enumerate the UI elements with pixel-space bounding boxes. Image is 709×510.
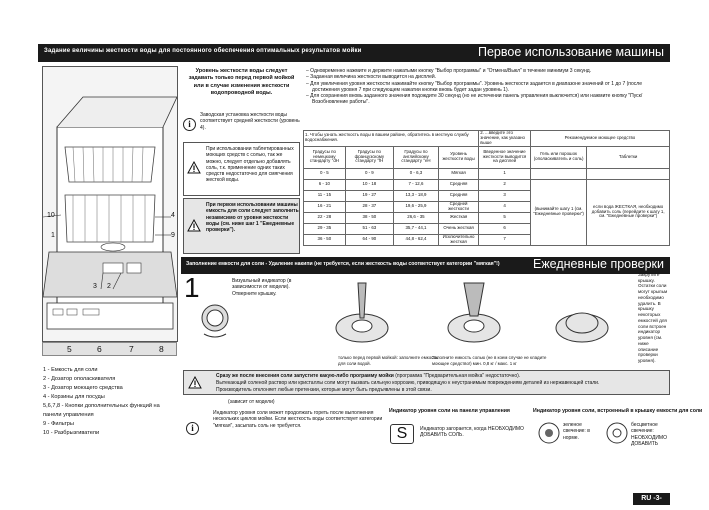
callout-1: 1 (51, 232, 55, 239)
col-header-dh: Градусы по немецкому стандарту °dH (304, 146, 346, 168)
step-1-text: Визуальный индикатор (в зависимости от модели). Отверните крышку. (232, 278, 292, 297)
callout-10: 10 (47, 212, 55, 219)
table-row: 16 - 21 28 - 37 19,6 - 25,9 Средней жесткости 4 (304, 201, 670, 212)
salt-info-note (183, 408, 388, 452)
setting-steps (306, 68, 668, 106)
salt-fill-photos (298, 278, 634, 358)
step-number: 1 (184, 272, 200, 303)
warning-box-first-use (183, 198, 300, 254)
notice-line-2: Вытекающий соленой раствор или кристаллы соли могут вызвать сильную коррозию, приводящую к неустранимым повреждениям деталей из нержавеющей стали. (216, 380, 600, 386)
salt-cap-illustration (200, 300, 230, 340)
cap-indicator-heading: Индикатор уровня соли, встроенный в крышку емкости для соли (533, 408, 703, 414)
function-buttons-bar (42, 342, 177, 356)
warning-icon (187, 219, 201, 232)
header-left-text: Задание величины жесткости воды для постоянного обеспечения оптимальных результатов мойки (44, 48, 362, 54)
panel-indicator-heading: Индикатор уровня соли на панели управления (389, 408, 510, 414)
notice-line-1: Сразу же после внесения соли запустите какую-либо программу мойки (программа "Предварительная мойка" недостаточно). (216, 373, 521, 379)
col-header-level: Уровень жесткости воды (438, 146, 478, 168)
warning-tablets-text: При использовании таблетированных моющих средств с солью, так же можно, следует отдельно добавлять соль, т.к. применение одних таких средств недостаточно для смягчения жесткой воды. (206, 146, 294, 184)
step-item: – Одновременно нажмите и держите нажатыми кнопку "Выбор программы" и "Отмена/Выкл" в течение минимум 3 секунд. (306, 68, 592, 74)
button-number-5: 5 (67, 344, 72, 354)
notice-run-program (183, 370, 670, 395)
button-number-8: 8 (159, 344, 164, 354)
gel-note: (вынимайте шагу 1 (см. "Ежедневные проверки") (530, 179, 586, 245)
panel-indicator-box (390, 420, 530, 450)
intro-text: Уровень жесткости воды следует задавать только перед первой мойкой или в случае изменения жесткости водопроводной воды. (188, 68, 295, 97)
col-header-fh: Градусы по французскому стандарту °fH (345, 146, 393, 168)
legend-item: 2 - Дозатор ополаскивателя (43, 376, 116, 382)
warning-icon (187, 161, 201, 174)
step-item: – Заданная величина жесткости выводится на дисплей. (306, 74, 437, 81)
model-note: (зависит от модели) (228, 399, 275, 405)
green-indicator-text: зеленое свечение: в норме. (563, 422, 590, 441)
callout-3: 3 (93, 283, 97, 290)
salt-cap-icon (200, 300, 230, 340)
table-row: 0 - 5 0 - 9 0 - 6,3 Мягкая 1 (304, 168, 670, 179)
legend-item: 5,6,7,8 - Кнопки дополнительных функций на (43, 403, 160, 409)
table-row: 11 - 15 19 - 27 13,3 - 18,9 Средняя 3 (304, 190, 670, 201)
dishwasher-drawing (43, 67, 177, 341)
section-header-first-use (38, 44, 670, 62)
table-row: 36 - 50 64 - 90 44,8 - 62,4 Исключительно жесткая 7 (304, 234, 670, 245)
table-row: 22 - 28 38 - 50 26,6 - 35 Жесткая 5 (304, 212, 670, 223)
daily-bar-title: Ежедневные проверки (532, 257, 664, 271)
warning-first-use-text: При первом использовании машины емкость для соли следует заполнить независимо от уровня жесткости воды (см. ниже шаг 1 "Ежедневные проверки"). (206, 202, 299, 233)
table-row: 6 - 10 10 - 18 7 - 12,6 Средняя 2 (вынимайте шагу 1 (см. "Ежедневные проверки") если вода ЖЕСТКАЯ, необходимо добавить соль (перейдите к шагу 1, см. "Ежедневные проверки") (304, 179, 670, 190)
callout-9: 9 (171, 232, 175, 239)
caption-first-wash: только перед первой мойкой: заполните емкость для соли водой. (338, 355, 438, 366)
caption-fill-salt: Заполните емкость солью (не в коем случае не кладите моющее средство!) мин. 0,8 кг / макс. 1 кг (432, 355, 547, 366)
panel-indicator-text: Индикатор загорается, когда НЕОБХОДИМО ДОБАВИТЬ СОЛЬ. (420, 426, 524, 439)
notice-line-3: Производитель отклоняет любые претензии, которые могут быть предъявлены в этой связи. (216, 387, 432, 393)
info-icon: i (183, 118, 196, 131)
parts-legend (43, 366, 183, 438)
col-header-tablets: Таблетки (587, 146, 670, 168)
page-number: RU -3- (633, 493, 670, 505)
callout-2: 2 (107, 283, 111, 290)
legend-item: 10 - Разбрызгиватели (43, 430, 100, 436)
close-cap-text: Закрутите крышку. Остатки соли могут крыльм необходимо удалить. В крышку некоторых емкостей для соли встроен индикатор уровня (см. ниже описание проверки уровня). (638, 272, 668, 364)
legend-item: 3 - Дозатор моющего средства (43, 385, 123, 391)
section-header-daily-checks (181, 257, 670, 274)
table-head-step2: 2. ...введите это значение, как указано выше (479, 131, 531, 147)
table-head-detergent: Рекомендуемое моющее средство (530, 131, 669, 147)
col-header-gel: Гель или порошок (ополаскиватель и соль) (530, 146, 586, 168)
dishwasher-illustration (42, 66, 178, 342)
legend-item: панели управления (43, 412, 94, 418)
table-row: 29 - 35 51 - 63 35,7 - 44,1 Очень жесткая 6 (304, 223, 670, 234)
legend-item: 9 - Фильтры (43, 421, 74, 427)
salt-fill-drawings (298, 278, 634, 358)
header-right-title: Первое использование машины (478, 45, 664, 59)
callout-4: 4 (171, 212, 175, 219)
step-item: – Для сохранения вновь заданного значения подождите 30 секунд (но не истечении панель управления выключится) или нажмите кнопку "Пуск/Возобновление работы". (306, 93, 643, 106)
clear-indicator-text: бесцветное свечение: НЕОБХОДИМО ДОБАВИТЬ (631, 422, 667, 447)
button-number-7: 7 (129, 344, 134, 354)
water-hardness-table (303, 130, 670, 246)
preset-text: Заводская установка жесткости воды соответствует средней жесткости (уровень 4). (200, 112, 300, 131)
daily-bar-left-text: Заполнение емкости для соли - Удаление накипи (не требуется, если жесткость воды соответствует категории "мягкая"!) (186, 261, 500, 267)
info-icon: i (186, 422, 199, 435)
salt-info-text: Индикатор уровня соли может продолжать гореть после выполнения нескольких циклов мойки. Если жесткость воды соответствует категории "мягкая", засыпать соль не требуется. (213, 410, 383, 429)
tablets-note: если вода ЖЕСТКАЯ, необходимо добавить соль (перейдите к шагу 1, см. "Ежедневные проверки") (587, 179, 670, 245)
clear-indicator-icon (606, 422, 628, 444)
warning-icon (188, 376, 202, 389)
col-header-display: Введенное значение жесткости выводится на дисплей (479, 146, 531, 168)
preset-note (183, 112, 300, 138)
green-indicator-icon (538, 422, 560, 444)
step-item: – Для увеличения уровня жесткости нажимайте кнопку "Выбор программы". Уровень жесткости задается в диапазоне значений от 1 до 7 (после достижения уровня 7 при следующем нажатии кнопки вновь будет задан уровень 1). (306, 80, 642, 93)
button-number-6: 6 (97, 344, 102, 354)
legend-item: 1 - Емкость для соли (43, 367, 98, 373)
table-head-step1: 1. Чтобы узнать жесткость воды в вашем районе, обратитесь в местную службу водоснабжения. (304, 131, 479, 147)
legend-item: 4 - Корзины для посуды (43, 394, 105, 400)
col-header-eh: Градусы по английскому стандарту °eH (394, 146, 439, 168)
salt-indicator-icon: S (390, 424, 414, 444)
cap-indicator-box (538, 420, 670, 452)
warning-box-tablets (183, 142, 300, 196)
